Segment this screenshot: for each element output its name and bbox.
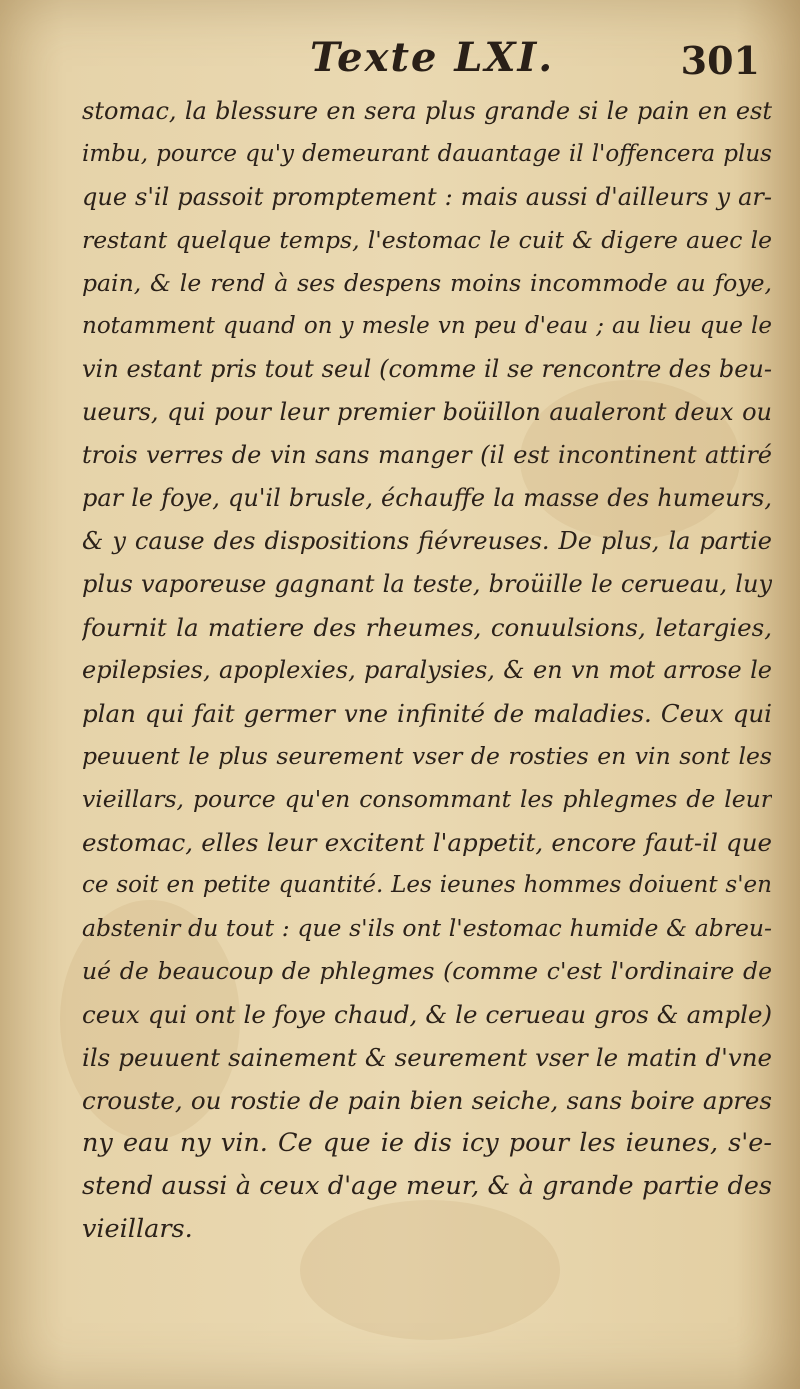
text-line: ils peuuent sainement & seurement vser le matin d'vne: [82, 1043, 772, 1072]
text-line: vin estant pris tout seul (comme il se rencontre des beu-: [82, 355, 772, 383]
running-title: Texte LXI.: [310, 34, 555, 81]
text-line: imbu, pource qu'y demeurant dauantage il l'offencera plus: [82, 141, 772, 167]
text-line: stomac, la blessure en sera plus grande si le pain en est: [82, 97, 772, 125]
text-line: ce soit en petite quantité. Les ieunes hommes doiuent s'en: [82, 872, 772, 898]
text-line: restant quelque temps, l'estomac le cuit & digere auec le: [82, 226, 772, 254]
text-line: abstenir du tout : que s'ils ont l'estomac humide & abreu-: [82, 914, 772, 942]
page-number: 301: [680, 38, 760, 83]
text-line: vieillars.: [82, 1214, 193, 1244]
text-line: fournit la matiere des rheumes, conuulsions, letargies,: [82, 613, 772, 642]
text-line: plan qui fait germer vne infinité de maladies. Ceux qui: [82, 699, 772, 728]
text-line: stend aussi à ceux d'age meur, & à grande partie des: [82, 1171, 772, 1201]
text-line: crouste, ou rostie de pain bien seiche, sans boire apres: [82, 1086, 772, 1115]
text-line: & y cause des dispositions fiévreuses. De plus, la partie: [82, 527, 772, 555]
text-line: vieillars, pource qu'en consommant les phlegmes de leur: [82, 785, 772, 813]
text-line: estomac, elles leur excitent l'appetit, encore faut-il que: [82, 828, 772, 857]
page-header: [80, 24, 760, 84]
text-line: epilepsies, apoplexies, paralysies, & en vn mot arrose le: [82, 656, 772, 684]
text-line: ceux qui ont le foye chaud, & le cerueau gros & ample): [82, 1000, 772, 1029]
text-line: par le foye, qu'il brusle, échauffe la masse des humeurs,: [82, 484, 772, 512]
text-line: notamment quand on y mesle vn peu d'eau ; au lieu que le: [82, 313, 772, 339]
text-line: pain, & le rend à ses despens moins incommode au foye,: [82, 269, 772, 297]
text-line: ué de beaucoup de phlegmes (comme c'est l'ordinaire de: [82, 957, 772, 985]
text-line: plus vaporeuse gagnant la teste, broüille le cerueau, luy: [82, 570, 772, 598]
body-text: [82, 90, 772, 1251]
text-line: que s'il passoit promptement : mais aussi d'ailleurs y ar-: [82, 183, 772, 211]
text-line: ueurs, qui pour leur premier boüillon aualeront deux ou: [82, 398, 772, 426]
text-line: peuuent le plus seurement vser de rosties en vin sont les: [82, 742, 772, 770]
text-line: ny eau ny vin. Ce que ie dis icy pour les ieunes, s'e-: [82, 1128, 772, 1158]
text-line: trois verres de vin sans manger (il est incontinent attiré: [82, 441, 772, 469]
